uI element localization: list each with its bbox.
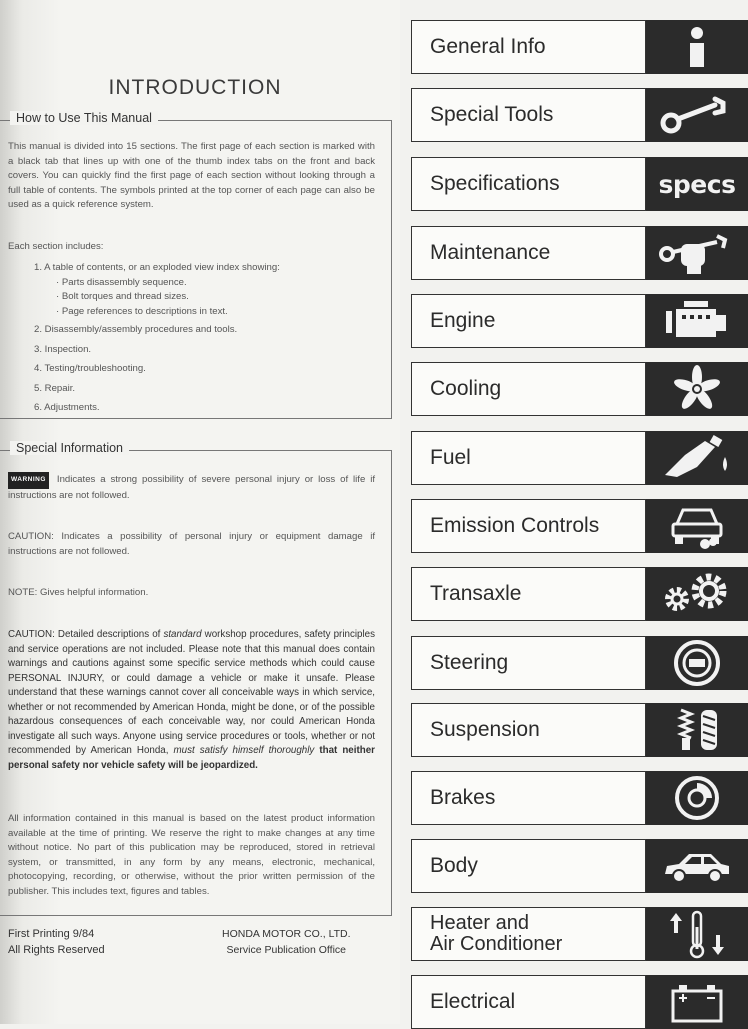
tab-label: Specifications	[411, 157, 646, 211]
printing-info	[8, 926, 105, 958]
section-heading: Special Information	[10, 441, 129, 455]
sub-list-item: · Page references to descriptions in text.	[56, 305, 228, 317]
tab-general-info[interactable]	[411, 20, 748, 74]
office-name: Service Publication Office	[226, 944, 346, 956]
how-to-use-section	[0, 111, 392, 419]
list-item: 6. Adjustments.	[34, 402, 100, 413]
specs-text: specs	[658, 169, 736, 199]
special-info-section	[0, 441, 392, 916]
printing-date: First Printing 9/84	[8, 928, 95, 940]
tab-label: Maintenance	[411, 226, 646, 280]
tab-label: General Info	[411, 20, 646, 74]
tab-label: Special Tools	[411, 88, 646, 142]
page-title: INTRODUCTION	[108, 76, 282, 99]
tab-label: Emission Controls	[411, 499, 646, 553]
thermometer-icon	[646, 907, 748, 961]
list-item: 2. Disassembly/assembly procedures and tools.	[34, 324, 238, 335]
list-item: 5. Repair.	[34, 382, 76, 394]
fuel-nozzle-icon	[646, 431, 748, 485]
tab-label: Cooling	[411, 362, 646, 416]
warning-badge: WARNING	[8, 472, 49, 489]
tab-heater-air-conditioner[interactable]	[411, 907, 748, 961]
hand-wrench-icon	[646, 226, 748, 280]
info-paragraph: All information contained in this manual is based on the latest product information available at the time of printing. We reserve the right to make changes at any time without notice. No part of this publication may be reproduced, stored in retrieval system, or transmitted, in any form by any means, electronic, mechanical, photocopying, recording, or otherwise, without the prior written permission of the publisher. This includes text, figures and tables.	[8, 813, 375, 897]
fan-icon	[646, 362, 748, 416]
steering-wheel-icon	[646, 636, 748, 690]
tab-maintenance[interactable]	[411, 226, 748, 280]
tab-label	[411, 907, 646, 961]
tab-body[interactable]	[411, 839, 748, 893]
caution-detail-paragraph: CAUTION: Detailed descriptions of standard workshop procedures, safety principles and service operations are not included. Please note that this manual does contain warnings and cautions against some specific service methods which could cause PERSONAL INJURY, or could damage a vehicle or make it unsafe. Please understand that these warnings cannot cover all conceivable ways in which service, whether or not recommended by American Honda, might be done, or of the possible hazardous consequences of each conceivable way, nor could American Honda investigate all such ways. Anyone using service procedures or tools, whether or not recommended by American Honda, must satisfy himself thoroughly that neither personal safety nor vehicle safety will be jeopardized.	[8, 629, 375, 771]
sub-list-item: · Parts disassembly sequence.	[56, 276, 187, 288]
brake-disc-icon	[646, 771, 748, 825]
tab-fuel[interactable]	[411, 431, 748, 485]
includes-label: Each section includes:	[8, 241, 104, 252]
tab-suspension[interactable]	[411, 703, 748, 757]
tab-electrical[interactable]	[411, 975, 748, 1029]
tab-label: Engine	[411, 294, 646, 348]
list-item: 1. A table of contents, or an exploded view index showing:	[34, 262, 280, 273]
publisher-info	[222, 926, 351, 958]
gears-icon	[646, 567, 748, 621]
tab-label: Electrical	[411, 975, 646, 1029]
car-body-icon	[646, 839, 748, 893]
includes-list	[8, 261, 375, 416]
tab-label: Brakes	[411, 771, 646, 825]
tab-label: Fuel	[411, 431, 646, 485]
sub-list-item: · Bolt torques and thread sizes.	[56, 291, 189, 302]
battery-icon	[646, 975, 748, 1029]
rights: All Rights Reserved	[8, 944, 105, 956]
tab-specifications[interactable]	[411, 157, 748, 211]
tab-label: Body	[411, 839, 646, 893]
tab-transaxle[interactable]	[411, 567, 748, 621]
tab-special-tools[interactable]	[411, 88, 748, 142]
tab-label: Suspension	[411, 703, 646, 757]
warning-paragraph: WARNING Indicates a strong possibility of severe personal injury or loss of life if instructions are not followed.	[8, 474, 375, 501]
car-exhaust-icon	[646, 499, 748, 553]
engine-icon	[646, 294, 748, 348]
tab-emission-controls[interactable]	[411, 499, 748, 553]
shock-absorber-icon	[646, 703, 748, 757]
list-item: 3. Inspection.	[34, 343, 92, 355]
tab-label-line: Air Conditioner	[430, 933, 563, 955]
tab-engine[interactable]	[411, 294, 748, 348]
tab-label: Transaxle	[411, 567, 646, 621]
tab-brakes[interactable]	[411, 771, 748, 825]
intro-paragraph: This manual is divided into 15 sections. The first page of each section is marked with a black tab that lines up with one of the thumb index tabs on the front and back covers. You can quickly find the first page of each section without looking through a full table of contents. The symbols printed at the top corner of each page can also be used as a quick reference system.	[8, 141, 375, 210]
list-item: 4. Testing/troubleshooting.	[34, 363, 146, 374]
wrench-icon	[646, 88, 748, 142]
tab-label-line: Heater and	[430, 912, 529, 934]
tab-cooling[interactable]	[411, 362, 748, 416]
info-icon	[646, 20, 748, 74]
tab-steering[interactable]	[411, 636, 748, 690]
specs-icon	[646, 157, 748, 211]
note-paragraph: NOTE: Gives helpful information.	[8, 587, 149, 598]
section-heading: How to Use This Manual	[10, 111, 158, 125]
tab-label: Steering	[411, 636, 646, 690]
caution-paragraph: CAUTION: Indicates a possibility of personal injury or equipment damage if instructions are not followed.	[8, 531, 375, 557]
company-name: HONDA MOTOR CO., LTD.	[222, 928, 351, 940]
